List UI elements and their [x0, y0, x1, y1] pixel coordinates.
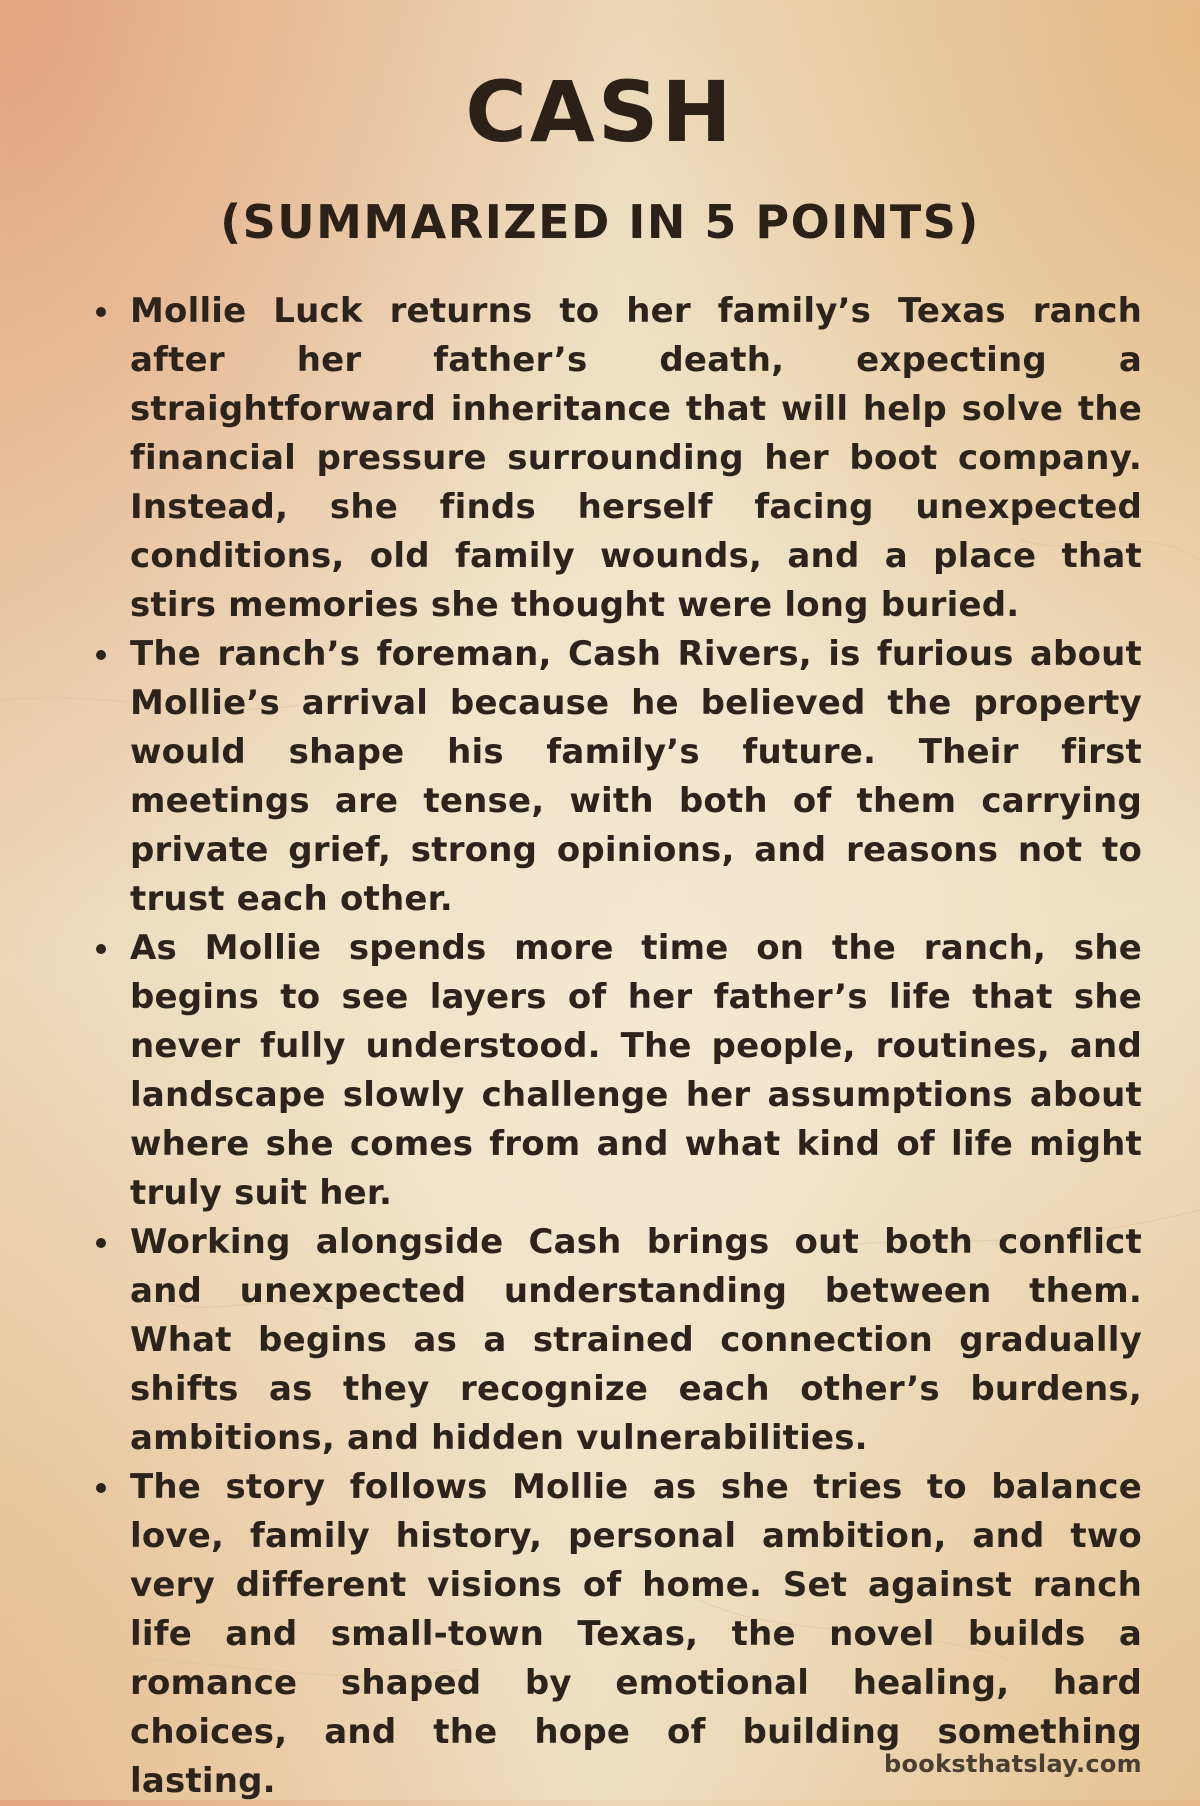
summary-point-text: The story follows Mollie as she tries to balance love, family history, personal ambition, and two very different visions of home. Set against ranch life and small-town Texas, the novel builds a romance shaped by emotional healing, hard choices, and the hope of building something lasting.: [130, 1467, 1142, 1801]
summary-point: [92, 924, 1142, 1218]
summary-point-text: The ranch’s foreman, Cash Rivers, is furious about Mollie’s arrival because he believed the property would shape his family’s future. Their first meetings are tense, with both of them carrying private grief, strong opinions, and reasons not to trust each other.: [130, 634, 1142, 919]
bullet-icon: [96, 944, 106, 954]
page-subtitle: (SUMMARIZED IN 5 POINTS): [220, 195, 980, 249]
source-watermark: booksthatslay.com: [884, 1750, 1142, 1778]
summary-point-text: Mollie Luck returns to her family’s Texas ranch after her father’s death, expecting a straightforward inheritance that will help solve the financial pressure surrounding her boot company. Instead, she finds herself facing unexpected conditions, old family wounds, and a place that stirs memories she thought were long buried.: [130, 291, 1142, 625]
summary-point-text: Working alongside Cash brings out both conflict and unexpected understanding between them. What begins as a strained connection gradually shifts as they recognize each other’s burdens, ambitions, and hidden vulnerabilities.: [130, 1222, 1142, 1458]
bullet-icon: [96, 1483, 106, 1493]
summary-point: [92, 287, 1142, 630]
summary-point: [92, 630, 1142, 924]
bullet-icon: [96, 650, 106, 660]
page-title: CASH: [465, 63, 735, 161]
summary-points-list: [92, 287, 1142, 1806]
bullet-icon: [96, 1238, 106, 1248]
bullet-icon: [96, 307, 106, 317]
summary-point-text: As Mollie spends more time on the ranch, she begins to see layers of her father’s life that she never fully understood. The people, routines, and landscape slowly challenge her assumptions about where she comes from and what kind of life might truly suit her.: [130, 928, 1142, 1213]
summary-point: [92, 1218, 1142, 1463]
